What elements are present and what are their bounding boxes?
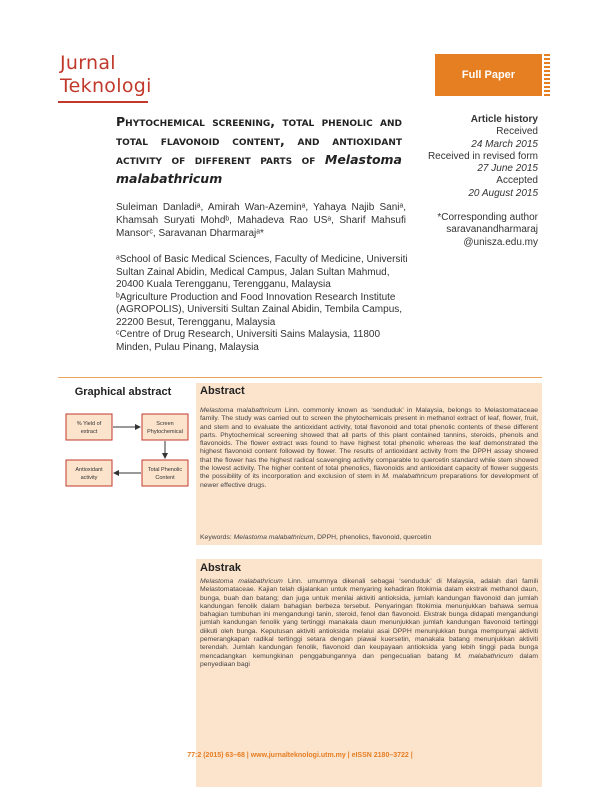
journal-title-line2: Teknologi: [60, 75, 152, 97]
abstract-panel: [196, 383, 542, 545]
abstract-heading: Abstract: [200, 385, 245, 397]
keywords-label: Keywords:: [200, 534, 232, 541]
affiliations: [116, 254, 412, 354]
article-history-heading: Article history: [470, 114, 538, 125]
accepted-date: 20 August 2015: [468, 187, 538, 199]
ga-label-screen-1: Screen: [156, 421, 174, 427]
abstrak-body-text: Linn. umumnya dikenali sebagai ‘senduduk’ di Malaysia, adalah dari famili Melastomataceae. Kajian telah dijalankan untuk menyaring kehadiran fitokimia dalam ekstrak methanol daun, bunga, buah dan batang; dan juga untuk menilai aktiviti antioksida, jumlah kandungan flavonoid dan jumlah kandungan fenolik dalam bahagian berbeza tersebut. Penyaringan fitokimia menunjukkan bahawa semua bahagian tumbuhan ini mengandungi tanin, steroid, fenol dan flavonoid. Ekstrak bunga didapati mengandungi jumlah kandungan fenolik yang tertinggi manakala daun menunjukkan jumlah kandungan flavonoid tertinggi diikuti oleh bunga. Keputusan aktiviti antioksida melalui asai DPPH menunjukkan bunga mempunyai aktiviti pemerangkapan radikal tertinggi setara dengan piawai kuersetin, manakala batang menunjukkan aktiviti terendah. Jumlah kandungan fenolik, flavonoid dan keupayaan antioksida yang lebih tinggi pada bunga mencadangkan kemungkinan penggabungannya dan pengecualian batang: [200, 578, 538, 660]
affiliation-a: ᵃSchool of Basic Medical Sciences, Faculty of Medicine, Universiti Sultan Zainal Abidin, Medical Campus, Jalan Sultan Mahmud, 20400 Kuala Terengganu, Terengganu, Malaysia: [116, 254, 408, 290]
corresponding-author: [410, 212, 538, 249]
ga-label-anti-2: activity: [80, 475, 98, 481]
received-date: 24 March 2015: [471, 138, 538, 150]
affiliation-c: ᶜCentre of Drug Research, Universiti Sains Malaysia, 11800 Minden, Pulau Pinang, Malaysia: [116, 329, 381, 353]
author-list: Suleiman Danladiᵃ, Amirah Wan-Azeminᵃ, Yahaya Najib Saniᵃ, Khamsah Suryati Mohdᵇ, Mahadeva Rao USᵃ, Sharif Mahsufi Mansorᶜ, Saravanan Dharmarajᵃ*: [116, 202, 406, 239]
abstrak-species-short: M. malabathricum: [454, 652, 514, 660]
abstrak-heading: Abstrak: [200, 562, 241, 574]
ga-label-yield-2: extract: [80, 429, 98, 435]
paper-title: [116, 112, 402, 188]
journal-title: [60, 52, 152, 98]
ga-label-tpc-1: Total Phenolic: [147, 467, 183, 473]
ga-label-anti-1: Antioxidant: [75, 467, 103, 473]
abstrak-tail: dalam penyediaan bagi: [200, 652, 539, 668]
revised-label: Received in revised form: [427, 150, 538, 162]
article-history: [410, 114, 538, 200]
keywords-rest: , DPPH, phenolics, flavonoid, quercetin: [313, 534, 432, 541]
affiliation-b: ᵇAgriculture Production and Food Innovation Research Institute (AGROPOLIS), Universiti Sultan Zainal Abidin, Tembila Campus, 22200 Besut, Terengganu, Malaysia: [116, 291, 403, 328]
ga-box-screen: [142, 414, 188, 440]
graphical-abstract-heading: Graphical abstract: [74, 386, 172, 398]
abstract-tail: preparations for development of newer effective drugs.: [200, 473, 539, 489]
ga-label-screen-2: Phytochemical: [147, 429, 183, 435]
paper-title-main: Phytochemical screening, total phenolic and total flavonoid content, and antioxidant activity of different parts of: [116, 114, 402, 167]
corresponding-email[interactable]: @unisza.edu.my: [463, 236, 538, 248]
ga-box-antioxidant: [66, 460, 112, 486]
revised-date: 27 June 2015: [477, 163, 538, 175]
graphical-abstract-diagram: [58, 410, 193, 502]
received-label: Received: [496, 126, 538, 138]
banner-stripes: [544, 54, 550, 96]
full-paper-label: Full Paper: [461, 69, 516, 81]
journal-title-underline: [58, 101, 148, 103]
section-separator: [58, 377, 542, 378]
accepted-label: Accepted: [496, 175, 538, 187]
abstrak-body: [200, 578, 538, 669]
paper-title-species: Melastoma malabathricum: [116, 152, 402, 186]
ga-box-yield: [66, 414, 112, 440]
abstract-species: Melastoma malabathricum: [200, 407, 282, 414]
keywords: [200, 534, 538, 542]
ga-box-phenolic: [142, 460, 188, 486]
corresponding-label: *Corresponding author: [437, 212, 538, 223]
keywords-species: Melastoma malabathricum: [233, 534, 314, 541]
abstract-body: [200, 407, 538, 490]
abstract-species-short: M. malabathricum: [382, 473, 438, 481]
ga-label-tpc-2: Content: [155, 475, 175, 481]
abstract-body-text: Linn. commonly known as ‘senduduk’ in Malaysia, belongs to Melastomataceae family. The study was carried out to screen the phytochemicals present in methanol extract of leaf, flower, fruit, and stem and to evaluate the antioxidant activity, total flavonoid and total phenolic contents of these different parts. Phytochemical screening showed that all parts of this plant contained tannins, steroids, phenols and flavonoids. The flower extract was found to have highest total phenolic whereas the leaf demonstrated the highest flavonoid content followed by flower. The results of antioxidant activity from the DPPH assay showed that the flower has the highest radical scavenging activity comparable to quercetin standard while stem showed the lowest activity. The higher content of total phenolics, flavonoids and antioxidant capacity of flower suggests the possibility of its incorporation and exclusion of stem in: [200, 407, 538, 481]
page-footer: 77:2 (2015) 63–68 | www.jurnalteknologi.utm.my | eISSN 2180–3722 |: [187, 752, 413, 759]
corresponding-name: saravanandharmaraj: [446, 224, 538, 236]
journal-title-line1: Jurnal: [60, 52, 116, 74]
abstrak-species: Melastoma malabathricum: [200, 578, 283, 585]
ga-label-yield-1: % Yield of: [76, 421, 102, 427]
